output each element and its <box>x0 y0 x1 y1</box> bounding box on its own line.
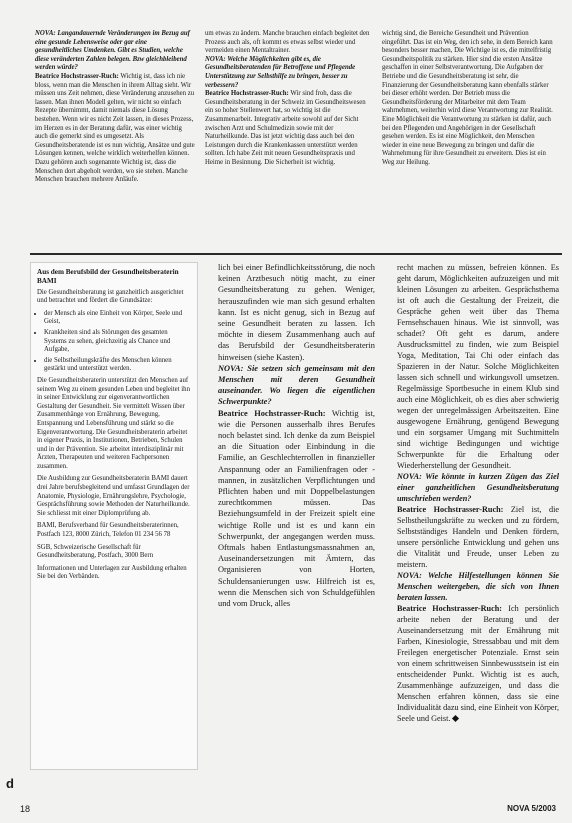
question: NOVA: Sie setzen sich gemeinsam mit den Menschen mit deren Gesundheit auseinander. Wo liegen die eigentlichen Schwerpunkte? <box>218 363 375 407</box>
sidebar-bullets <box>37 310 191 374</box>
answer-text: Wir sind froh, dass die Gesundheitsberatung in der Schweiz im Gesundheitswesen ein so hoher Stellenwert hat, so wichtig ist die Zusammenarbeit. Integrativ arbeite sowohl auf der Sicht zwischen Arzt und Schulmedizin sowie mit der Naturheilkunde. Das ist jetzt wichtig dass auch bei den Leistungen durch die Krankenkassen unterstützt werden sollten. Ich habe Zeit mit neuen Gesundheitspraxis und Heime in Besinnung. Die Sicherheit ist wichtig. <box>205 90 366 166</box>
paragraph: wichtig sind, die Bereiche Gesundheit und Prävention eingeführt. Das ist ein Weg, den ich sehe, in dem Bereich kann besonders besser machen, Die Wichtige ist es, die mittelfristig Gesundheitspolitik zu stärken. Hier sind die ersten Ansätze geschaffen in einer Selbstverantwortung. Die Aufgaben der Betriebe und die Gesundheitsberatung ist sehr, die Finanzierung der Gesundheitsberatung kann ebenfalls stärker bei dieser erhöht werden. Der Betrieb muss die Gesundheitsförderung der Mitarbeiter mit dem Team wahrnehmen, weiterhin wird diese Verantwortung zur Realität. Eine Möglichkeit die Verantwortung zu stärken ist dafür, auch bei den Pflegenden und Angehörigen in der Gesellschaft gesehen werden. Es ist eine Möglichkeit, den Menschen wieder in eine neue Bewegung zu bringen und dafür die Wahrnehmung für ihre Gesundheit zu erweitern. Dies ist ein Weg zur Heilung. <box>382 30 553 166</box>
page-number: 18 <box>20 804 31 814</box>
top-column-1 <box>35 30 195 240</box>
end-mark-icon <box>452 715 459 722</box>
speaker-label: Beatrice Hochstrasser-Ruch: <box>35 72 119 80</box>
paragraph: lich bei einer Befindlichkeitsstörung, die noch keinen Arztbesuch nötig macht, zu einer Gesundheitsberatung zu gehen. Weniger, herauszufinden wie man sich gesund erhalten kann. Ist es nicht genug, sich in Bezug auf seine Gesundheit beraten zu lassen. Ich möchte in diesem Zusammenhang auch auf das Berufsbild der Gesundheitsberaterin hinweisen (siehe Kasten). <box>218 263 375 362</box>
answer-text: Wichtig ist, dass ich nie bloss, wenn man die Menschen in ihrem Alltag sieht. Wir müssen uns Zeit nehmen, diese Veränderung anzusehen zu lassen. Man ihnen Modell gelten, wir nicht so einfach Rezepte übernimmt, damit niemals diese Lösung bestehen. Wenn wir es nicht Zeit lassen, in dieses Prozess, im Herzen es in der Beratung dafür, was einer wichtig auch die gemerkt sind es umgesetzt. Als Gesundheitsberatende ist es nun wichtig, Ansätze und gute Lösungen kennen, welche wirklich weiterhelfen können. Dazu gehören auch sogenannte Wichtig ist, dass die Menschen dort abgeholt werden, wo sie stehen. Manche Menschen brauchen mehrere Anläufe. <box>35 72 195 184</box>
speaker-label: Beatrice Hochstrasser-Ruch: <box>205 90 289 98</box>
sidebar-box <box>30 262 198 770</box>
list-item: • der Mensch als eine Einheit von Körper, Seele und Geist, <box>44 310 191 327</box>
magazine-issue: NOVA 5/2003 <box>507 804 556 813</box>
question: NOVA: Wie könnte in kurzen Zügen das Ziel einer ganzheitlichen Gesundheitsberatung umschrieben werden? <box>397 472 559 503</box>
middle-column <box>218 262 375 797</box>
sidebar-contact: Informationen und Unterlagen zur Ausbildung erhalten Sie bei den Verbänden. <box>37 564 187 581</box>
question: NOVA: Welche Möglichkeiten gibt es, die Gesundheitsberatenden für Betroffene und Pflegende Unterstützung zur Selbsthilfe zu bringen, besser zu verbessern? <box>205 55 356 89</box>
sidebar-title: Aus dem Berufsbild der Gesundheitsberaterin BAMI <box>37 268 179 285</box>
answer-text: Ich persönlich arbeite neben der Beratung und der Auseinandersetzung mit der Ernährung mit Farben, Kinesiologie, Stressabbau und mit dem Freilegen energetischer Potenziale. Ernst sein von einem schrittweisen Sinnbewusstsein ist ein entscheidender Punkt. Wichtig ist es auch, Zusammenhänge aufzuzeigen, und dass die Menschen erfahren können, dass sie eine Individualität dazu sind, eine Einheit von Körper, Seele und Geist. <box>397 604 559 723</box>
paragraph: recht machen zu müssen, befreien können. Es geht darum, Möglichkeiten aufzuzeigen und mit kleinen Lösungen zu arbeiten. Gesprächsthema ist oft auch die Gestaltung der Freizeit, die Gespräche gehen weit über das Thema Fernsehschauen hinaus. Wie ist sinnvoll, was schadet? Oft geht es darum, andere Ausdrucksmittel zu finden, wie zum Beispiel Yoga, Meditation, Tai Chi oder einfach das Spazieren in der Natur. Solche Möglichkeiten lassen sich schnell und wirkungsvoll umsetzen. Regelmässige Sportbesuche in einem Klub sind auch eine Möglichkeit, ob es dies aber schwierig wegen der unregelmässigen Arbeitszeiten. Eine ausgewogene Ernährung, genügend Bewegung und ein sorgsamer Umgang mit Suchtmitteln sind wichtige Bedingungen und wichtige Schwerpunkte für die Erhaltung oder Wiederherstellung der Gesundheit. <box>397 263 559 470</box>
answer-text: Wichtig ist, wie die Personen ausserhalb ihres Berufes noch belastet sind. Ich denke da zum Beispiel an die Situation oder Einbindung in die Familie, an Geschlechterrollen in finanzieller Anspannung oder an Familienfragen oder -mannen, in zusätzlichen Verpflichtungen und Pflichten haben und mit Doppelbelastungen zurechtkommen müssen. Das Beziehungsumfeld in der Freizeit spielt eine wichtige Rolle und ist es und kann ein Schwerpunkt, der angegangen werden muss. Oftmals haben Entlastungsmassnahmen an, Auseinandersetzungen mit Ämtern, das Organisieren von Horten, Schuldensanierungen usw. Hilfreich ist es, wenn die Menschen sich von Schuldgefühlen und vom Druck, alles <box>218 408 375 609</box>
question: NOVA: Welche Hilfestellungen können Sie Menschen weitergeben, die sich von Ihnen beraten lassen. <box>397 571 559 602</box>
top-column-3 <box>382 30 554 240</box>
sidebar-paragraph: Die Ausbildung zur Gesundheitsberaterin BAMI dauert drei Jahre berufsbegleitend und umfasst Grundlagen der Anatomie, Physiologie, Ernährungslehre, Psychologie, Gesprächsführung sowie Methoden der Naturheilkunde. Sie schliesst mit einer Diplomprüfung ab. <box>37 475 190 517</box>
speaker-label: Beatrice Hochstrasser-Ruch: <box>397 604 503 613</box>
right-column <box>397 262 559 797</box>
sidebar-paragraph: Die Gesundheitsberaterin unterstützt den Menschen auf seinem Weg zu einem gesunden Leben und begleitet ihn in seiner Entwicklung zur eigenverantwortlichen Gestaltung der Gesundheit. Sie vermittelt Wissen über Zusammenhänge von Ernährung, Bewegung, Entspannung und Lebensführung und stärkt so die Eigenverantwortung. Die Gesundheitsberaterin arbeitet in eigener Praxis, in Institutionen, Betrieben, Schulen und in der Prävention. Sie arbeitet interdisziplinär mit Ärzten, Therapeuten und weiteren Fachpersonen zusammen. <box>37 376 190 470</box>
top-column-2 <box>205 30 373 240</box>
paragraph: um etwas zu ändern. Manche brauchen einfach begleitet den Prozess auch als, oft kommt es etwas selbst wieder und vermeiden einen Mentaltrainer. <box>205 30 370 55</box>
speaker-label: Beatrice Hochstrasser-Ruch: <box>397 505 504 514</box>
sidebar-intro: Die Gesundheitsberatung ist ganzheitlich ausgerichtet und betrachtet und fördert die Grundsätze: <box>37 288 184 305</box>
intro-question: NOVA: Langandauernde Veränderungen im Bezug auf eine gesunde Lebensweise oder gar eine gesundheitliches Umdenken. Gibt es Studien, welche diese veränderten Zahlen belegen. Bzw gleichbleibend werden würde? <box>35 30 190 72</box>
answer-text: Ziel ist, die Selbstheilungskräfte zu wecken und zu fördern, Selbstständiges Handeln und Denken fördern, unsere persönliche Entwicklung und gehen uns die Vitalität und Freude, unser Leben zu meistern. <box>397 505 559 569</box>
list-item: • Krankheiten sind als Störungen des gesamten Systems zu sehen, gleichzeitig als Chance und Aufgabe, <box>44 329 191 355</box>
sidebar-contact: BAMI, Berufsverband für Gesundheitsberaterinnen, Postfach 123, 8000 Zürich, Telefon 01 234 56 78 <box>37 522 179 539</box>
margin-mark: d <box>6 776 14 791</box>
list-item: • die Selbstheilungskräfte des Menschen können gestärkt und unterstützt werden. <box>44 357 191 374</box>
sidebar-contact: SGB, Schweizerische Gesellschaft für Gesundheitsberatung, Postfach, 3000 Bern <box>37 543 154 560</box>
section-divider <box>30 253 562 255</box>
speaker-label: Beatrice Hochstrasser-Ruch: <box>218 408 326 418</box>
